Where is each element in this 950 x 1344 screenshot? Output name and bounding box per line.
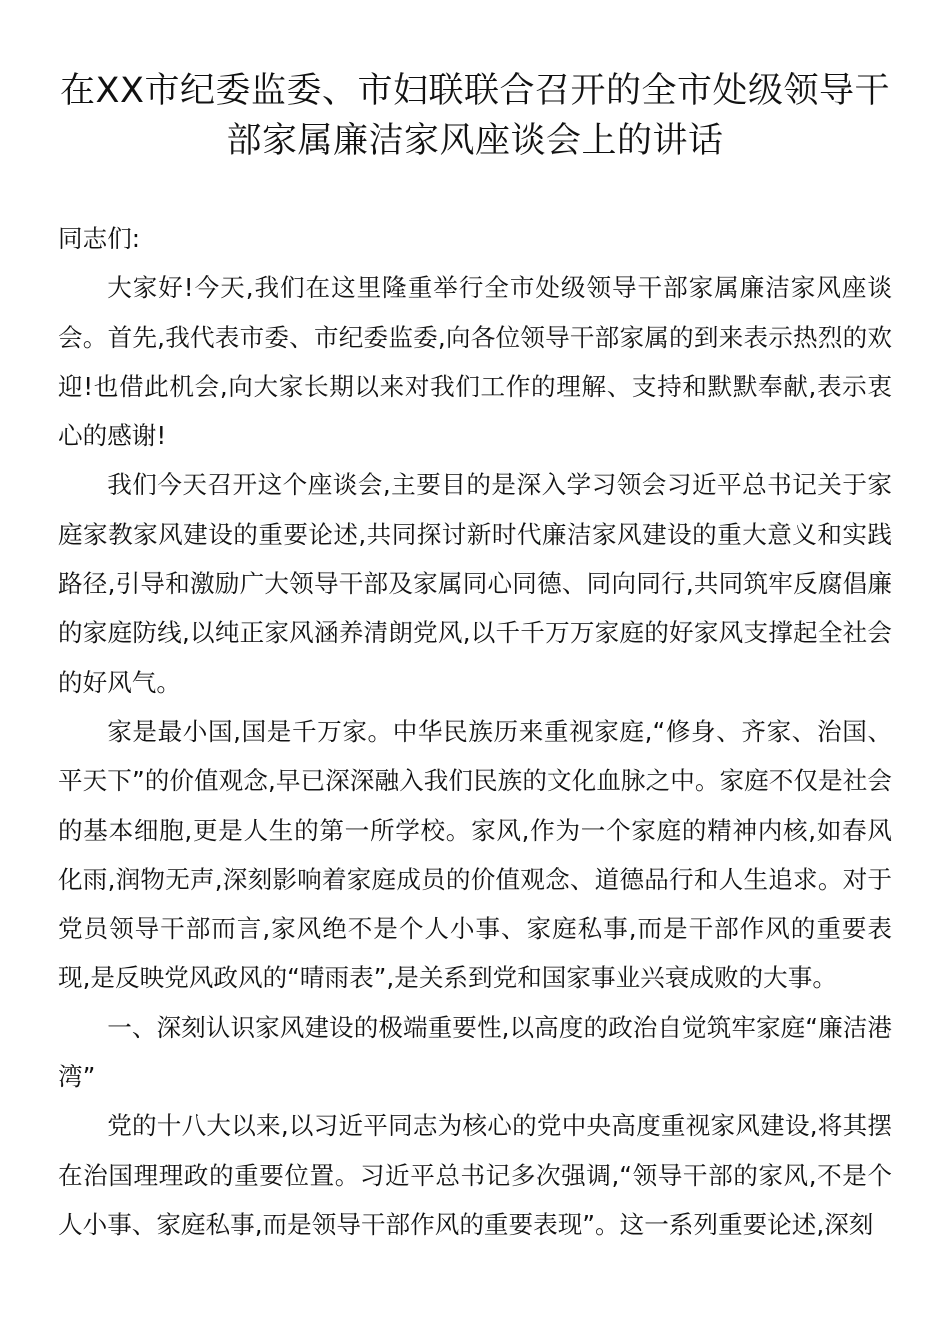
- salutation: 同志们:: [58, 224, 141, 253]
- paragraph-party-emphasis: 党的十八大以来,以习近平同志为核心的党中央高度重视家风建设,将其摆在治国理理政的重要位置。习近平总书记多次强调,“领导干部的家风,不是个人小事、家庭私事,而是领导干部作风的重要表现”。这一系列重要论述,深刻: [58, 1111, 892, 1239]
- paragraph-purpose: 我们今天召开这个座谈会,主要目的是深入学习领会习近平总书记关于家庭家教家风建设的重要论述,共同探讨新时代廉洁家风建设的重大意义和实践路径,引导和激励广大领导干部及家属同心同德、同向同行,共同筑牢反腐倡廉的家庭防线,以纯正家风涵养清朗党风,以千千万万家庭的好家风支撑起全社会的好风气。: [58, 470, 892, 697]
- document-title: [40, 66, 910, 166]
- document-body: [58, 214, 892, 1249]
- section-heading-1: 一、深刻认识家风建设的极端重要性,以高度的政治自觉筑牢家庭“廉洁港湾”: [58, 1012, 892, 1092]
- paragraph-greeting: 大家好!今天,我们在这里隆重举行全市处级领导干部家属廉洁家风座谈会。首先,我代表市委、市纪委监委,向各位领导干部家属的到来表示热烈的欢迎!也借此机会,向大家长期以来对我们工作的理解、支持和默默奉献,表示衷心的感谢!: [58, 273, 892, 451]
- title-line-2: 部家属廉洁家风座谈会上的讲话: [226, 121, 724, 161]
- title-line-1: 在XX市纪委监委、市妇联联合召开的全市处级领导干: [60, 71, 890, 111]
- paragraph-family-values: 家是最小国,国是千万家。中华民族历来重视家庭,“修身、齐家、治国、平天下”的价值观念,早已深深融入我们民族的文化血脉之中。家庭不仅是社会的基本细胞,更是人生的第一所学校。家风,作为一个家庭的精神内核,如春风化雨,润物无声,深刻影响着家庭成员的价值观念、道德品行和人生追求。对于党员领导干部而言,家风绝不是个人小事、家庭私事,而是干部作风的重要表现,是反映党风政风的“晴雨表”,是关系到党和国家事业兴衰成败的大事。: [58, 716, 892, 993]
